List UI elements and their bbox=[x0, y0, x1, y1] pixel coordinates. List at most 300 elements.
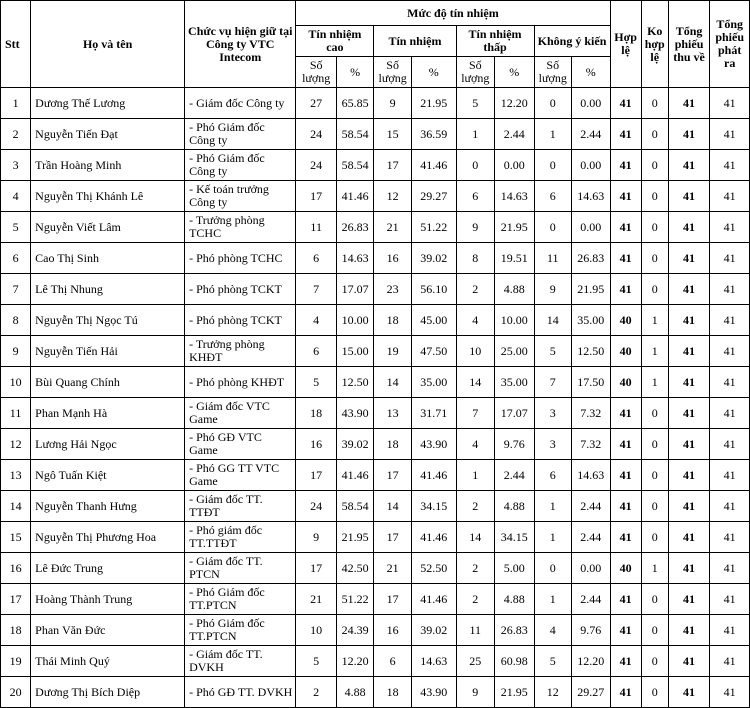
cell-invalid: 0 bbox=[641, 212, 668, 243]
cell-no-opinion-count: 5 bbox=[534, 336, 571, 367]
cell-name: Lê Thị Nhung bbox=[31, 274, 185, 305]
cell-invalid: 0 bbox=[641, 150, 668, 181]
cell-no-opinion-percent: 2.44 bbox=[571, 491, 610, 522]
cell-no-opinion-percent: 0.00 bbox=[571, 212, 610, 243]
cell-trust-percent: 43.90 bbox=[411, 677, 456, 708]
header-percent: % bbox=[571, 57, 610, 88]
cell-no-opinion-count: 0 bbox=[534, 212, 571, 243]
cell-stt: 7 bbox=[1, 274, 31, 305]
cell-position: - Phó giám đốc TT.TTĐT bbox=[185, 522, 296, 553]
header-no-opinion: Không ý kiến bbox=[534, 26, 610, 57]
cell-low-trust-percent: 21.95 bbox=[495, 677, 535, 708]
cell-low-trust-count: 1 bbox=[456, 460, 494, 491]
cell-high-trust-percent: 41.46 bbox=[336, 460, 373, 491]
cell-total-issued: 41 bbox=[710, 243, 750, 274]
cell-trust-percent: 34.15 bbox=[411, 491, 456, 522]
cell-high-trust-percent: 26.83 bbox=[336, 212, 373, 243]
cell-position: - Phó Giám đốc Công ty bbox=[185, 119, 296, 150]
cell-invalid: 0 bbox=[641, 243, 668, 274]
cell-name: Nguyễn Tiến Hải bbox=[31, 336, 185, 367]
cell-high-trust-count: 11 bbox=[296, 212, 337, 243]
cell-high-trust-count: 2 bbox=[296, 677, 337, 708]
cell-position: - Phó phòng TCKT bbox=[185, 305, 296, 336]
cell-trust-count: 18 bbox=[374, 677, 411, 708]
cell-invalid: 1 bbox=[641, 305, 668, 336]
header-total-issued: Tổng phiếu phát ra bbox=[710, 1, 750, 88]
cell-no-opinion-percent: 35.00 bbox=[571, 305, 610, 336]
cell-high-trust-count: 10 bbox=[296, 615, 337, 646]
cell-valid: 40 bbox=[610, 336, 641, 367]
cell-no-opinion-count: 3 bbox=[534, 398, 571, 429]
cell-name: Dương Thị Bích Diệp bbox=[31, 677, 185, 708]
cell-position: - Phó phòng TCHC bbox=[185, 243, 296, 274]
cell-invalid: 0 bbox=[641, 398, 668, 429]
cell-low-trust-count: 2 bbox=[456, 553, 494, 584]
cell-stt: 1 bbox=[1, 88, 31, 119]
cell-no-opinion-count: 5 bbox=[534, 646, 571, 677]
header-trust-level: Mức độ tín nhiệm bbox=[296, 1, 610, 26]
table-row bbox=[1, 119, 750, 150]
cell-total-collected: 41 bbox=[668, 336, 710, 367]
cell-valid: 41 bbox=[610, 429, 641, 460]
cell-stt: 6 bbox=[1, 243, 31, 274]
cell-low-trust-percent: 4.88 bbox=[495, 584, 535, 615]
cell-no-opinion-count: 9 bbox=[534, 274, 571, 305]
cell-trust-count: 23 bbox=[374, 274, 411, 305]
cell-high-trust-count: 5 bbox=[296, 646, 337, 677]
cell-name: Nguyễn Thanh Hưng bbox=[31, 491, 185, 522]
cell-total-collected: 41 bbox=[668, 553, 710, 584]
cell-high-trust-count: 24 bbox=[296, 491, 337, 522]
cell-trust-percent: 14.63 bbox=[411, 646, 456, 677]
cell-total-collected: 41 bbox=[668, 274, 710, 305]
cell-name: Cao Thị Sinh bbox=[31, 243, 185, 274]
cell-high-trust-count: 17 bbox=[296, 553, 337, 584]
header-total-collected: Tổng phiếu thu về bbox=[668, 1, 710, 88]
cell-valid: 41 bbox=[610, 646, 641, 677]
header-high-trust: Tín nhiệm cao bbox=[296, 26, 374, 57]
cell-total-issued: 41 bbox=[710, 646, 750, 677]
cell-high-trust-percent: 58.54 bbox=[336, 119, 373, 150]
cell-stt: 10 bbox=[1, 367, 31, 398]
header-count: Số lượng bbox=[296, 57, 337, 88]
cell-high-trust-percent: 17.07 bbox=[336, 274, 373, 305]
cell-no-opinion-percent: 0.00 bbox=[571, 88, 610, 119]
cell-total-issued: 41 bbox=[710, 367, 750, 398]
cell-no-opinion-percent: 17.50 bbox=[571, 367, 610, 398]
cell-trust-percent: 47.50 bbox=[411, 336, 456, 367]
cell-low-trust-count: 2 bbox=[456, 584, 494, 615]
cell-total-issued: 41 bbox=[710, 119, 750, 150]
cell-high-trust-count: 6 bbox=[296, 243, 337, 274]
cell-no-opinion-count: 6 bbox=[534, 181, 571, 212]
cell-high-trust-percent: 12.20 bbox=[336, 646, 373, 677]
cell-high-trust-count: 24 bbox=[296, 150, 337, 181]
table-row bbox=[1, 460, 750, 491]
cell-low-trust-count: 6 bbox=[456, 181, 494, 212]
cell-total-collected: 41 bbox=[668, 119, 710, 150]
cell-high-trust-count: 7 bbox=[296, 274, 337, 305]
cell-trust-count: 19 bbox=[374, 336, 411, 367]
cell-no-opinion-count: 3 bbox=[534, 429, 571, 460]
cell-high-trust-percent: 58.54 bbox=[336, 150, 373, 181]
cell-low-trust-percent: 17.07 bbox=[495, 398, 535, 429]
cell-invalid: 0 bbox=[641, 88, 668, 119]
cell-high-trust-percent: 43.90 bbox=[336, 398, 373, 429]
cell-total-collected: 41 bbox=[668, 212, 710, 243]
table-row bbox=[1, 88, 750, 119]
cell-trust-percent: 36.59 bbox=[411, 119, 456, 150]
cell-trust-percent: 43.90 bbox=[411, 429, 456, 460]
cell-trust-percent: 21.95 bbox=[411, 88, 456, 119]
cell-total-issued: 41 bbox=[710, 553, 750, 584]
cell-high-trust-percent: 14.63 bbox=[336, 243, 373, 274]
cell-valid: 41 bbox=[610, 88, 641, 119]
table-row bbox=[1, 615, 750, 646]
table-row bbox=[1, 491, 750, 522]
cell-total-issued: 41 bbox=[710, 336, 750, 367]
header-position: Chức vụ hiện giữ tại Công ty VTC Intecom bbox=[185, 1, 296, 88]
cell-total-collected: 41 bbox=[668, 305, 710, 336]
cell-position: - Trưởng phòng KHĐT bbox=[185, 336, 296, 367]
cell-no-opinion-percent: 14.63 bbox=[571, 181, 610, 212]
table-row bbox=[1, 677, 750, 708]
cell-trust-count: 17 bbox=[374, 584, 411, 615]
cell-stt: 11 bbox=[1, 398, 31, 429]
cell-stt: 15 bbox=[1, 522, 31, 553]
cell-no-opinion-percent: 0.00 bbox=[571, 150, 610, 181]
cell-total-issued: 41 bbox=[710, 491, 750, 522]
cell-low-trust-percent: 2.44 bbox=[495, 460, 535, 491]
cell-position: - Giám đốc TT. PTCN bbox=[185, 553, 296, 584]
cell-low-trust-percent: 34.15 bbox=[495, 522, 535, 553]
cell-low-trust-count: 9 bbox=[456, 677, 494, 708]
cell-position: - Phó Giám đốc TT.PTCN bbox=[185, 615, 296, 646]
cell-valid: 41 bbox=[610, 181, 641, 212]
cell-trust-percent: 41.46 bbox=[411, 150, 456, 181]
cell-no-opinion-count: 0 bbox=[534, 150, 571, 181]
cell-no-opinion-count: 4 bbox=[534, 615, 571, 646]
cell-low-trust-percent: 60.98 bbox=[495, 646, 535, 677]
cell-no-opinion-count: 6 bbox=[534, 460, 571, 491]
cell-total-collected: 41 bbox=[668, 181, 710, 212]
cell-no-opinion-count: 0 bbox=[534, 88, 571, 119]
cell-name: Nguyễn Viết Lâm bbox=[31, 212, 185, 243]
cell-low-trust-count: 4 bbox=[456, 305, 494, 336]
cell-no-opinion-percent: 7.32 bbox=[571, 429, 610, 460]
cell-stt: 5 bbox=[1, 212, 31, 243]
cell-stt: 19 bbox=[1, 646, 31, 677]
cell-name: Nguyễn Tiến Đạt bbox=[31, 119, 185, 150]
cell-stt: 20 bbox=[1, 677, 31, 708]
cell-name: Phan Văn Đức bbox=[31, 615, 185, 646]
cell-total-issued: 41 bbox=[710, 677, 750, 708]
table-row bbox=[1, 336, 750, 367]
cell-low-trust-percent: 5.00 bbox=[495, 553, 535, 584]
cell-total-issued: 41 bbox=[710, 615, 750, 646]
cell-no-opinion-count: 1 bbox=[534, 119, 571, 150]
cell-invalid: 1 bbox=[641, 553, 668, 584]
cell-high-trust-count: 6 bbox=[296, 336, 337, 367]
cell-high-trust-count: 5 bbox=[296, 367, 337, 398]
cell-trust-count: 21 bbox=[374, 212, 411, 243]
cell-stt: 12 bbox=[1, 429, 31, 460]
cell-total-issued: 41 bbox=[710, 274, 750, 305]
cell-trust-percent: 41.46 bbox=[411, 460, 456, 491]
cell-trust-percent: 35.00 bbox=[411, 367, 456, 398]
cell-invalid: 0 bbox=[641, 646, 668, 677]
cell-no-opinion-percent: 29.27 bbox=[571, 677, 610, 708]
cell-position: - Phó GG TT VTC Game bbox=[185, 460, 296, 491]
cell-low-trust-count: 11 bbox=[456, 615, 494, 646]
table-body bbox=[1, 88, 750, 708]
cell-low-trust-percent: 9.76 bbox=[495, 429, 535, 460]
cell-no-opinion-count: 7 bbox=[534, 367, 571, 398]
cell-total-collected: 41 bbox=[668, 491, 710, 522]
table-row bbox=[1, 522, 750, 553]
cell-low-trust-count: 14 bbox=[456, 367, 494, 398]
cell-low-trust-percent: 21.95 bbox=[495, 212, 535, 243]
cell-low-trust-percent: 4.88 bbox=[495, 491, 535, 522]
cell-total-issued: 41 bbox=[710, 584, 750, 615]
cell-low-trust-count: 1 bbox=[456, 119, 494, 150]
cell-name: Nguyễn Thị Khánh Lê bbox=[31, 181, 185, 212]
cell-high-trust-percent: 4.88 bbox=[336, 677, 373, 708]
cell-position: - Giám đốc TT. DVKH bbox=[185, 646, 296, 677]
cell-valid: 41 bbox=[610, 460, 641, 491]
cell-low-trust-percent: 19.51 bbox=[495, 243, 535, 274]
table-row bbox=[1, 274, 750, 305]
cell-total-issued: 41 bbox=[710, 429, 750, 460]
table-header bbox=[1, 1, 750, 88]
cell-no-opinion-percent: 0.00 bbox=[571, 553, 610, 584]
cell-total-issued: 41 bbox=[710, 181, 750, 212]
cell-no-opinion-percent: 2.44 bbox=[571, 119, 610, 150]
header-count: Số lượng bbox=[534, 57, 571, 88]
cell-no-opinion-percent: 21.95 bbox=[571, 274, 610, 305]
cell-valid: 41 bbox=[610, 243, 641, 274]
header-valid: Hợp lệ bbox=[610, 1, 641, 88]
cell-low-trust-count: 0 bbox=[456, 150, 494, 181]
cell-invalid: 0 bbox=[641, 491, 668, 522]
cell-valid: 40 bbox=[610, 367, 641, 398]
cell-high-trust-count: 9 bbox=[296, 522, 337, 553]
cell-invalid: 0 bbox=[641, 274, 668, 305]
cell-low-trust-percent: 26.83 bbox=[495, 615, 535, 646]
cell-high-trust-count: 21 bbox=[296, 584, 337, 615]
cell-trust-count: 21 bbox=[374, 553, 411, 584]
header-trust: Tín nhiệm bbox=[374, 26, 456, 57]
cell-position: - Phó Giám đốc TT.PTCN bbox=[185, 584, 296, 615]
cell-stt: 9 bbox=[1, 336, 31, 367]
header-percent: % bbox=[336, 57, 373, 88]
cell-trust-count: 17 bbox=[374, 460, 411, 491]
cell-position: - Trưởng phòng TCHC bbox=[185, 212, 296, 243]
cell-no-opinion-percent: 12.50 bbox=[571, 336, 610, 367]
cell-total-collected: 41 bbox=[668, 615, 710, 646]
cell-total-collected: 41 bbox=[668, 429, 710, 460]
cell-low-trust-count: 10 bbox=[456, 336, 494, 367]
cell-position: - Phó GĐ TT. DVKH bbox=[185, 677, 296, 708]
cell-total-issued: 41 bbox=[710, 150, 750, 181]
cell-low-trust-percent: 2.44 bbox=[495, 119, 535, 150]
cell-total-collected: 41 bbox=[668, 522, 710, 553]
cell-valid: 41 bbox=[610, 150, 641, 181]
cell-name: Dương Thế Lương bbox=[31, 88, 185, 119]
cell-high-trust-percent: 24.39 bbox=[336, 615, 373, 646]
cell-valid: 41 bbox=[610, 584, 641, 615]
cell-position: - Giám đốc TT. TTĐT bbox=[185, 491, 296, 522]
cell-total-issued: 41 bbox=[710, 88, 750, 119]
cell-trust-count: 17 bbox=[374, 522, 411, 553]
cell-position: - Phó phòng KHĐT bbox=[185, 367, 296, 398]
cell-high-trust-count: 27 bbox=[296, 88, 337, 119]
cell-valid: 41 bbox=[610, 212, 641, 243]
cell-low-trust-count: 2 bbox=[456, 274, 494, 305]
cell-low-trust-percent: 12.20 bbox=[495, 88, 535, 119]
cell-total-issued: 41 bbox=[710, 212, 750, 243]
cell-total-collected: 41 bbox=[668, 367, 710, 398]
cell-stt: 14 bbox=[1, 491, 31, 522]
cell-invalid: 1 bbox=[641, 336, 668, 367]
cell-low-trust-count: 14 bbox=[456, 522, 494, 553]
cell-total-collected: 41 bbox=[668, 150, 710, 181]
cell-total-collected: 41 bbox=[668, 243, 710, 274]
cell-stt: 13 bbox=[1, 460, 31, 491]
cell-valid: 41 bbox=[610, 522, 641, 553]
cell-low-trust-count: 4 bbox=[456, 429, 494, 460]
cell-stt: 8 bbox=[1, 305, 31, 336]
cell-total-collected: 41 bbox=[668, 460, 710, 491]
cell-high-trust-percent: 10.00 bbox=[336, 305, 373, 336]
cell-high-trust-count: 18 bbox=[296, 398, 337, 429]
cell-trust-percent: 39.02 bbox=[411, 243, 456, 274]
cell-valid: 41 bbox=[610, 677, 641, 708]
cell-invalid: 1 bbox=[641, 367, 668, 398]
cell-invalid: 0 bbox=[641, 181, 668, 212]
cell-trust-percent: 41.46 bbox=[411, 584, 456, 615]
cell-name: Lương Hải Ngọc bbox=[31, 429, 185, 460]
cell-trust-count: 18 bbox=[374, 429, 411, 460]
cell-valid: 41 bbox=[610, 615, 641, 646]
cell-high-trust-count: 16 bbox=[296, 429, 337, 460]
cell-trust-percent: 31.71 bbox=[411, 398, 456, 429]
cell-name: Ngô Tuấn Kiệt bbox=[31, 460, 185, 491]
table-row bbox=[1, 367, 750, 398]
cell-invalid: 0 bbox=[641, 615, 668, 646]
cell-valid: 41 bbox=[610, 119, 641, 150]
cell-trust-percent: 56.10 bbox=[411, 274, 456, 305]
cell-total-issued: 41 bbox=[710, 398, 750, 429]
cell-position: - Phó GĐ VTC Game bbox=[185, 429, 296, 460]
cell-trust-percent: 39.02 bbox=[411, 615, 456, 646]
cell-high-trust-percent: 41.46 bbox=[336, 181, 373, 212]
cell-trust-count: 12 bbox=[374, 181, 411, 212]
cell-trust-count: 16 bbox=[374, 615, 411, 646]
cell-position: - Phó phòng TCKT bbox=[185, 274, 296, 305]
cell-name: Nguyễn Thị Phương Hoa bbox=[31, 522, 185, 553]
cell-valid: 40 bbox=[610, 305, 641, 336]
cell-total-issued: 41 bbox=[710, 522, 750, 553]
cell-high-trust-count: 17 bbox=[296, 460, 337, 491]
header-stt: Stt bbox=[1, 1, 31, 88]
header-percent: % bbox=[411, 57, 456, 88]
cell-no-opinion-percent: 2.44 bbox=[571, 522, 610, 553]
header-count: Số lượng bbox=[456, 57, 494, 88]
cell-no-opinion-count: 0 bbox=[534, 553, 571, 584]
cell-trust-count: 17 bbox=[374, 150, 411, 181]
cell-low-trust-count: 5 bbox=[456, 88, 494, 119]
cell-trust-count: 13 bbox=[374, 398, 411, 429]
cell-low-trust-percent: 0.00 bbox=[495, 150, 535, 181]
cell-no-opinion-count: 1 bbox=[534, 522, 571, 553]
cell-trust-count: 9 bbox=[374, 88, 411, 119]
cell-trust-percent: 51.22 bbox=[411, 212, 456, 243]
cell-invalid: 0 bbox=[641, 119, 668, 150]
header-invalid: Ko hợp lệ bbox=[641, 1, 668, 88]
cell-no-opinion-count: 11 bbox=[534, 243, 571, 274]
cell-position: - Phó Giám đốc Công ty bbox=[185, 150, 296, 181]
table-row bbox=[1, 646, 750, 677]
cell-high-trust-percent: 39.02 bbox=[336, 429, 373, 460]
cell-stt: 4 bbox=[1, 181, 31, 212]
cell-name: Hoàng Thành Trung bbox=[31, 584, 185, 615]
cell-trust-count: 16 bbox=[374, 243, 411, 274]
cell-valid: 40 bbox=[610, 553, 641, 584]
cell-total-collected: 41 bbox=[668, 88, 710, 119]
cell-no-opinion-count: 1 bbox=[534, 491, 571, 522]
cell-trust-count: 14 bbox=[374, 367, 411, 398]
cell-total-collected: 41 bbox=[668, 584, 710, 615]
cell-low-trust-count: 25 bbox=[456, 646, 494, 677]
header-name: Họ và tên bbox=[31, 1, 185, 88]
cell-stt: 3 bbox=[1, 150, 31, 181]
cell-total-issued: 41 bbox=[710, 305, 750, 336]
cell-total-collected: 41 bbox=[668, 677, 710, 708]
cell-high-trust-percent: 58.54 bbox=[336, 491, 373, 522]
cell-low-trust-percent: 4.88 bbox=[495, 274, 535, 305]
cell-low-trust-percent: 25.00 bbox=[495, 336, 535, 367]
cell-stt: 18 bbox=[1, 615, 31, 646]
cell-low-trust-count: 9 bbox=[456, 212, 494, 243]
cell-trust-percent: 52.50 bbox=[411, 553, 456, 584]
header-low-trust: Tín nhiệm thấp bbox=[456, 26, 534, 57]
cell-valid: 41 bbox=[610, 398, 641, 429]
table-row bbox=[1, 553, 750, 584]
cell-name: Bùi Quang Chính bbox=[31, 367, 185, 398]
cell-trust-percent: 41.46 bbox=[411, 522, 456, 553]
cell-high-trust-percent: 42.50 bbox=[336, 553, 373, 584]
cell-trust-percent: 29.27 bbox=[411, 181, 456, 212]
cell-high-trust-count: 17 bbox=[296, 181, 337, 212]
cell-name: Phan Mạnh Hà bbox=[31, 398, 185, 429]
cell-low-trust-count: 2 bbox=[456, 491, 494, 522]
cell-high-trust-percent: 12.50 bbox=[336, 367, 373, 398]
cell-low-trust-count: 7 bbox=[456, 398, 494, 429]
cell-trust-percent: 45.00 bbox=[411, 305, 456, 336]
cell-total-collected: 41 bbox=[668, 646, 710, 677]
cell-invalid: 0 bbox=[641, 522, 668, 553]
cell-total-issued: 41 bbox=[710, 460, 750, 491]
header-percent: % bbox=[495, 57, 535, 88]
table-row bbox=[1, 429, 750, 460]
cell-name: Lê Đức Trung bbox=[31, 553, 185, 584]
cell-name: Trần Hoàng Minh bbox=[31, 150, 185, 181]
cell-no-opinion-percent: 14.63 bbox=[571, 460, 610, 491]
cell-no-opinion-count: 1 bbox=[534, 584, 571, 615]
cell-position: - Giám đốc Công ty bbox=[185, 88, 296, 119]
cell-trust-count: 14 bbox=[374, 491, 411, 522]
